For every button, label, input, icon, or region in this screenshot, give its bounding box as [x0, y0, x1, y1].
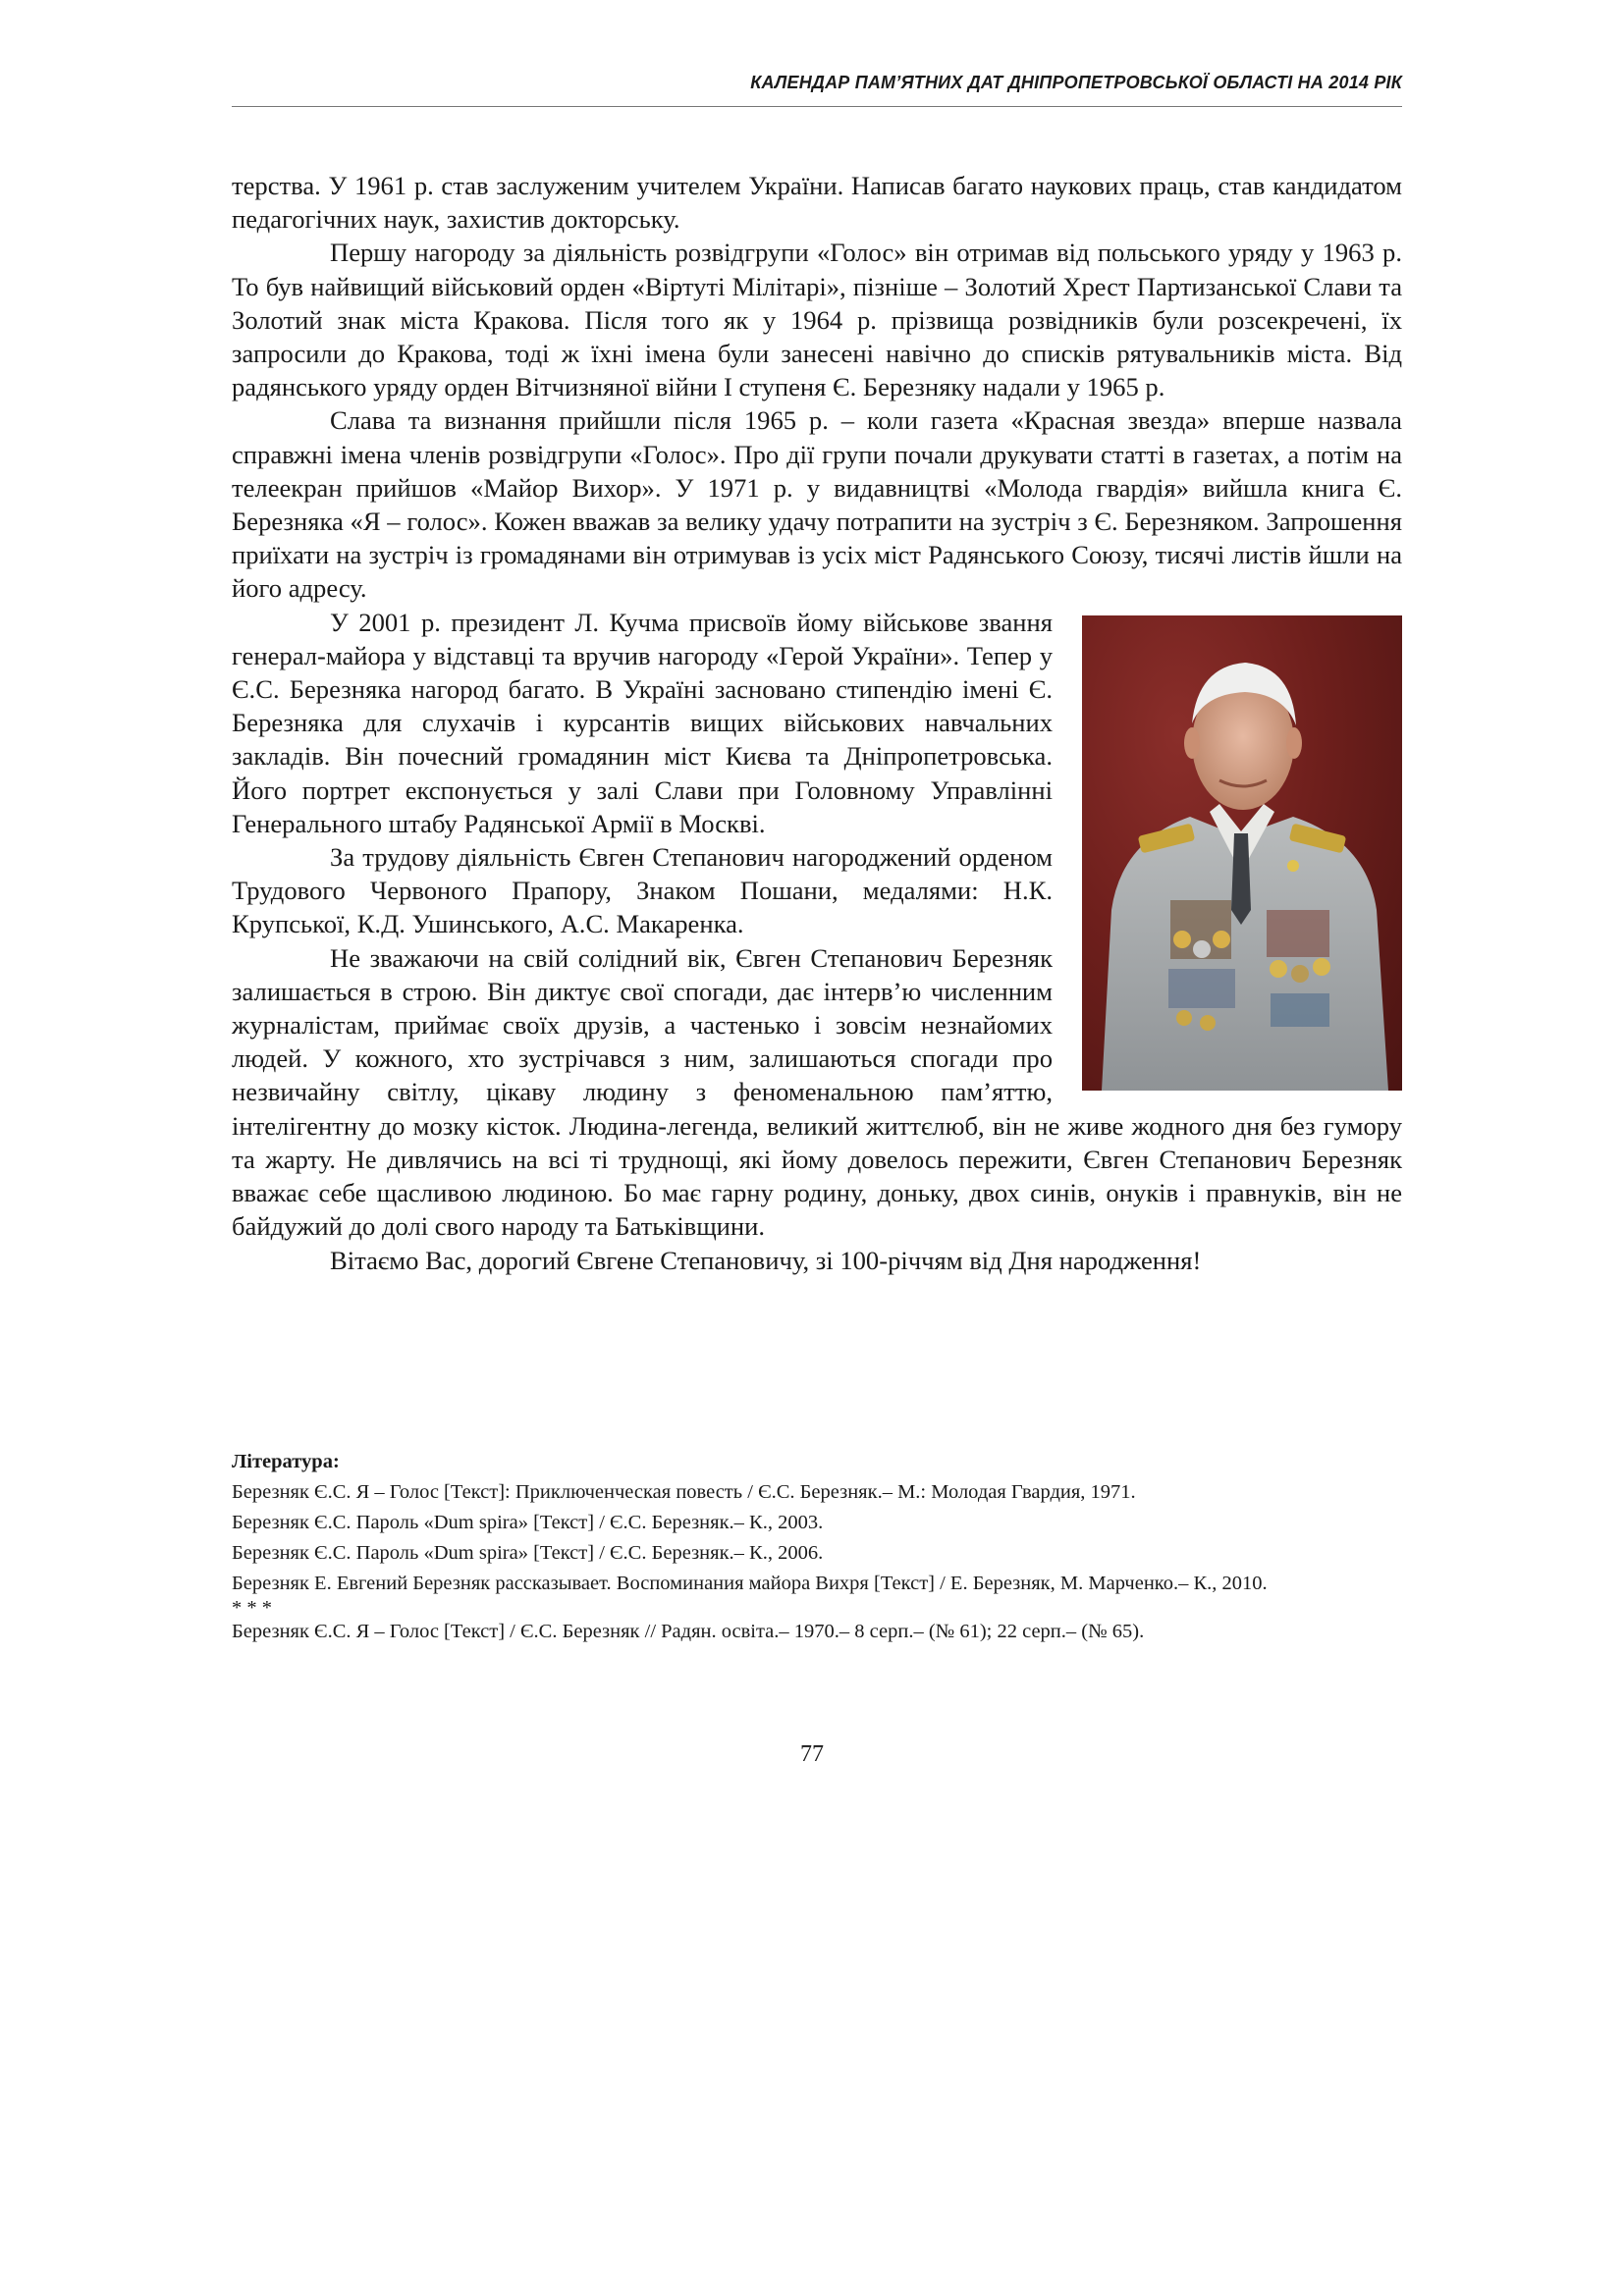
paragraph-7: Вітаємо Вас, дорогий Євгене Степановичу, зі 100-річчям від Дня народження! — [330, 1245, 1202, 1275]
article-body — [232, 169, 1402, 1277]
literature-section — [232, 1447, 1402, 1647]
paragraph-2: Першу нагороду за діяльність розвідгрупи «Голос» він отримав від польського уряду у 1963 р. То був найвищий військовий орден «Віртуті Мілітарі», пізніше – Золотий Хрест Партизанської Слави та Золотий знак міста Кракова. Після того як у 1964 р. прізвища розвідників були розсекречені, їх запросили до Кракова, тоді ж їхні імена були занесені навічно до списків рятувальників міста. Від радянського уряду орден Вітчизняної війни I ступеня Є. Березняку надали у 1965 р. — [232, 238, 1402, 402]
paragraph-6: Не зважаючи на свій солідний вік, Євген Степанович Березняк залишається в строю. Він диктує свої спогади, дає інтерв’ю численним журналістам, приймає своїх друзів, а частенько і зовсім незнайомих людей. У кожного, хто зустрічався з ним, залишаються спогади про незвичайну світлу, цікаву людину з феноменальною пам’яттю, інтелігентну до мозку кісток. Людина-легенда, великий життєлюб, він не живе жодного дня без гумору та жарту. Не дивлячись на всі ті труднощі, які йому довелось пережити, Євген Степанович Березняк вважає себе щасливою людиною. Бо має гарну родину, доньку, двох синів, онуків і правнуків, він не байдужий до долі свого народу та Батьківщини. — [232, 942, 1402, 1242]
literature-separator: * * * — [232, 1597, 272, 1619]
header-rule — [232, 106, 1402, 107]
literature-item: Березняк Є.С. Пароль «Dum spira» [Текст] / Є.С. Березняк.– К., 2006. — [232, 1542, 824, 1564]
page-number: 77 — [800, 1741, 824, 1767]
literature-title: Література: — [232, 1451, 340, 1472]
portrait-illustration — [1082, 615, 1402, 1091]
paragraph-3: Слава та визнання прийшли після 1965 р. – коли газета «Красная звезда» вперше назвала справжні імена членів розвідгрупи «Голос». Про дії групи почали друкувати статті в газетах, а потім на телеекран прийшов «Майор Вихор». У 1971 р. у видавництві «Молода гвардія» вийшла книга Є. Березняка «Я – голос». Кожен вважав за велику удачу потрапити на зустріч з Є. Березняком. Запрошення приїхати на зустріч із громадянами він отримував із усіх міст Радянського Союзу, тисячі листів йшли на його адресу. — [232, 405, 1402, 604]
paragraph-1: терства. У 1961 р. став заслуженим учителем України. Написав багато наукових праць, став кандидатом педагогічних наук, захистив докторську. — [232, 171, 1402, 235]
literature-item: Березняк Є.С. Пароль «Dum spira» [Текст] / Є.С. Березняк.– К., 2003. — [232, 1512, 824, 1533]
running-header: КАЛЕНДАР ПАМ’ЯТНИХ ДАТ ДНІПРОПЕТРОВСЬКОЇ ОБЛАСТІ НА 2014 РІК — [750, 73, 1402, 92]
portrait-photo — [1082, 615, 1402, 1091]
paragraph-4: У 2001 р. президент Л. Кучма присвоїв йому військове звання генерал-майора у відставці та вручив нагороду «Герой України». Тепер у Є.С. Березняка нагород багато. В Україні засновано стипендію імені Є. Березняка для слухачів і курсантів вищих військових навчальних закладів. Він почесний громадянин міст Києва та Дніпропетровська. Його портрет експонується у залі Слави при Головному Управлінні Генерального штабу Радянської Армії в Москві. — [232, 607, 1053, 838]
literature-item: Березняк Е. Евгений Березняк рассказывает. Воспоминания майора Вихря [Текст] / Е. Березняк, М. Марченко.– К., 2010. — [232, 1573, 1268, 1594]
literature-item: Березняк Є.С. Я – Голос [Текст] / Є.С. Березняк // Радян. освіта.– 1970.– 8 серп.– (№ 61); 22 серп.– (№ 65). — [232, 1621, 1145, 1642]
literature-item: Березняк Є.С. Я – Голос [Текст]: Приключенческая повесть / Є.С. Березняк.– М.: Молодая Гвардия, 1971. — [232, 1481, 1136, 1503]
paragraph-5: За трудову діяльність Євген Степанович нагороджений орденом Трудового Червоного Прапору, Знаком Пошани, медалями: Н.К. Крупської, К.Д. Ушинського, А.С. Макаренка. — [232, 842, 1053, 939]
